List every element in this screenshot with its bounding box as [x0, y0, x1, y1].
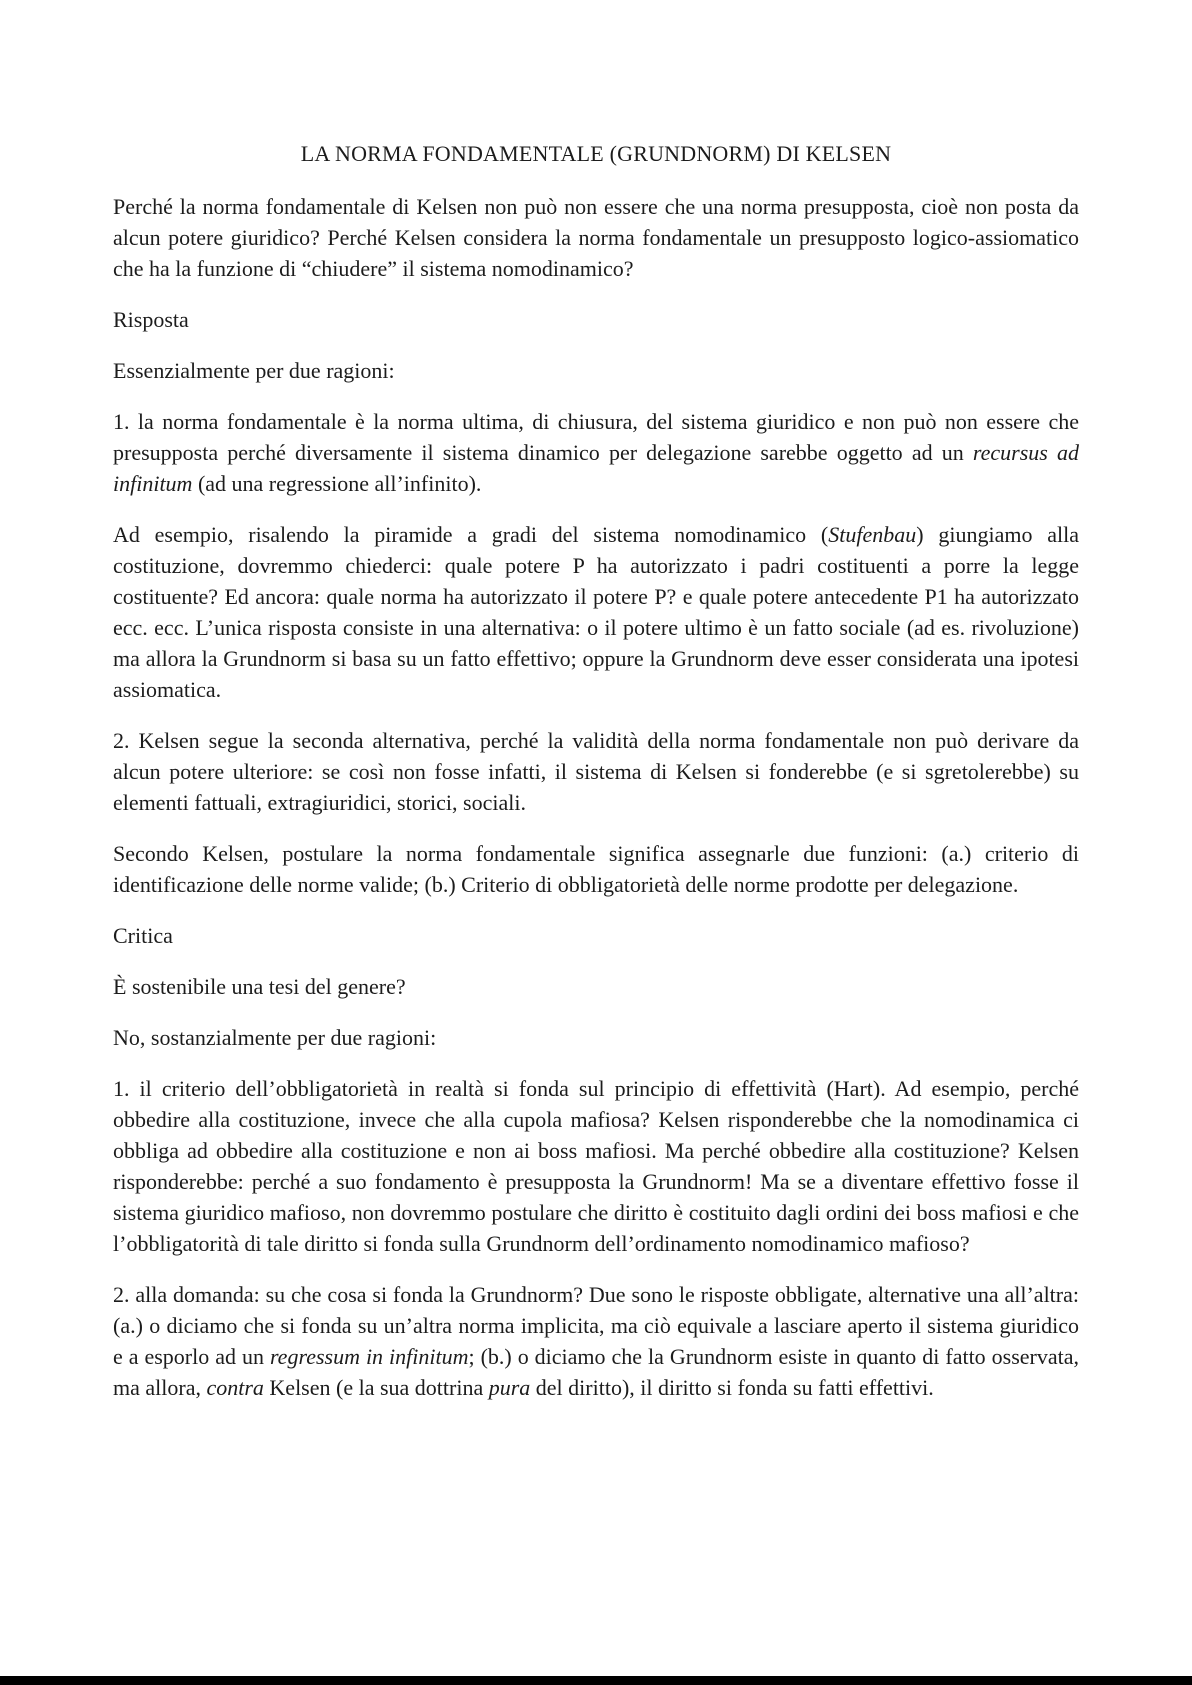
risposta-point-1 — [113, 406, 1079, 499]
risposta-point-2: 2. Kelsen segue la seconda alternativa, perché la validità della norma fondamentale non può derivare da alcun potere ulteriore: se così non fosse infatti, il sistema di Kelsen si fonderebbe (e si sgretolerebbe) su elementi fattuali, extragiuridici, storici, sociali. — [113, 728, 1079, 815]
text-segment: 1. la norma fondamentale è la norma ultima, di chiusura, del sistema giuridico e non può non essere che presupposta perché diversamente il sistema dinamico per delegazione sarebbe oggetto ad un — [113, 409, 1079, 465]
italic-term: Stufenbau — [828, 522, 917, 547]
risposta-heading: Risposta — [113, 307, 189, 332]
critica-point-1: 1. il criterio dell’obbligatorietà in realtà si fonda sul principio di effettività (Hart). Ad esempio, perché obbedire alla costituzione, invece che alla cupola mafiosa? Kelsen risponderebbe che la nomodinamica ci obbliga ad obbedire alla costituzione e non ai boss mafiosi. Ma perché obbedire alla costituzione? Kelsen risponderebbe: perché a suo fondamento è presupposta la Grundnorm! Ma se a diventare effettivo fosse il sistema giuridico mafioso, non dovremmo postulare che diritto è costituito dagli ordini dei boss mafiosi e che l’obbligatorità di tale diritto si fonda sulla Grundnorm dell’ordinamento nomodinamico mafioso? — [113, 1076, 1079, 1256]
italic-term: regressum in infinitum — [269, 1344, 469, 1369]
text-segment: Kelsen (e la sua dottrina — [263, 1375, 489, 1400]
critica-point-2 — [113, 1279, 1079, 1403]
critica-heading: Critica — [113, 923, 173, 948]
text-segment: (ad una regressione all’infinito). — [192, 471, 482, 496]
risposta-example — [113, 519, 1079, 705]
italic-term: pura — [488, 1375, 531, 1400]
page-bottom-edge — [0, 1676, 1192, 1685]
critica-question: È sostenibile una tesi del genere? — [113, 974, 406, 999]
text-segment: Ad esempio, risalendo la piramide a gradi del sistema nomodinamico ( — [113, 522, 829, 547]
intro-question: Perché la norma fondamentale di Kelsen non può non essere che una norma presupposta, cioè non posta da alcun potere giuridico? Perché Kelsen considera la norma fondamentale un presupposto logico-assiomatico che ha la funzione di “chiudere” il sistema nomodinamico? — [113, 194, 1079, 281]
risposta-lead: Essenzialmente per due ragioni: — [113, 358, 395, 383]
text-segment: ) giungiamo alla costituzione, dovremmo chiederci: quale potere P ha autorizzato i padri costituenti a porre la legge costituente? Ed ancora: quale norma ha autorizzato il potere P? e quale potere antecedente P1 ha autorizzato ecc. ecc. L’unica risposta consiste in una alternativa: o il potere ultimo è un fatto sociale (ad es. rivoluzione) ma allora la Grundnorm si basa su un fatto effettivo; oppure la Grundnorm deve esser considerata una ipotesi assiomatica. — [113, 522, 1079, 702]
risposta-functions: Secondo Kelsen, postulare la norma fondamentale significa assegnarle due funzioni: (a.) criterio di identificazione delle norme valide; (b.) Criterio di obbligatorietà delle norme prodotte per delegazione. — [113, 841, 1079, 897]
text-segment: del diritto), il diritto si fonda su fatti effettivi. — [530, 1375, 934, 1400]
critica-lead: No, sostanzialmente per due ragioni: — [113, 1025, 437, 1050]
italic-term: contra — [206, 1375, 264, 1400]
text-segment: 2. alla domanda: su che cosa si fonda la Grundnorm? Due sono le risposte obbligate, alternative una all’altra: (a.) o diciamo che si fonda su un’altra norma implicita, ma ciò equivale a lasciare aperto il sistema giuridico e a esporlo ad un — [113, 1282, 1079, 1369]
italic-term: recursus ad infinitum — [113, 440, 1079, 496]
document-title: LA NORMA FONDAMENTALE (GRUNDNORM) DI KELSEN — [300, 141, 892, 166]
text-segment: ; (b.) o diciamo che la Grundnorm esiste in quanto di fatto osservata, ma allora, — [113, 1344, 1080, 1400]
